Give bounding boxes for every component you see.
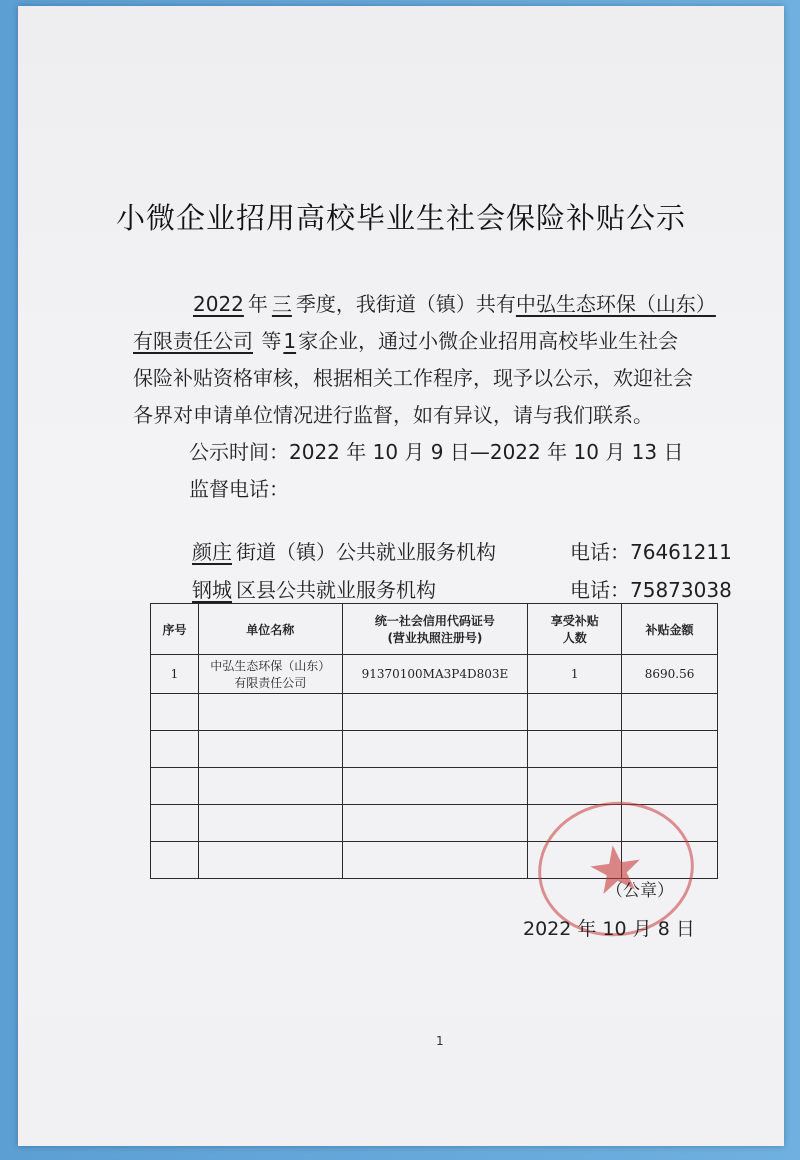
table-row [151,694,718,731]
notice-line-2 [133,323,733,360]
page-number: 1 [436,1034,444,1048]
quarter-suffix: 季度，我街道（镇）共有 [295,292,516,316]
hotline-label: 监督电话： [189,477,289,501]
contact-org: 区县公共就业服务机构 [236,578,436,602]
quarter-value: 三 [271,292,292,316]
company-count: 1 [283,329,297,353]
publicity-period: 公示时间：2022 年 10 月 9 日—2022 年 10 月 13 日 [189,440,684,464]
contact-row [188,536,732,565]
cell-people: 1 [528,655,622,694]
header-people-line2: 人数 [562,631,587,645]
header-amount: 补贴金额 [622,604,718,655]
contact-row [188,574,732,603]
contact-phone: 电话：76461211 [570,540,732,564]
contact-name: 颜庄 [192,540,232,564]
cell-company-line1: 中弘生态环保（山东） [210,659,331,673]
company-name-part1: 中弘生态环保（山东） [515,292,716,316]
cell-credit-code: 91370100MA3P4D803E [342,655,528,694]
notice-line-4: 各界对申请单位情况进行监督，如有异议，请与我们联系。 [133,403,653,427]
cell-company-line2: 有限责任公司 [234,676,307,690]
header-credit-code [342,604,528,655]
header-people [528,604,622,655]
count-prefix: 等 [261,329,282,353]
notice-line-3: 保险补贴资格审核，根据相关工作程序，现予以公示，欢迎社会 [133,366,693,390]
contact-org: 街道（镇）公共就业服务机构 [236,540,496,564]
header-credit-code-line1: 统一社会信用代码证号 [374,614,495,628]
contact-phone: 电话：75873038 [570,578,732,602]
notice-line-2-rest: 家企业，通过小微企业招用高校毕业生社会 [298,329,679,353]
contact-name: 钢城 [192,578,232,602]
table-row [151,655,718,694]
year-suffix: 年 [247,292,268,316]
cell-company [198,655,342,694]
header-company: 单位名称 [198,604,342,655]
document-page [18,6,784,1146]
cell-amount: 8690.56 [622,655,718,694]
notice-paragraph [133,286,733,508]
table-row [151,731,718,768]
sign-date: 2022 年 10 月 8 日 [523,918,695,940]
table-header-row [151,604,718,655]
header-people-line1: 享受补贴 [550,614,599,628]
seal-note: （公章） [606,881,674,901]
notice-line-1 [133,286,733,323]
table-row [151,768,718,805]
page-title: 小微企业招用高校毕业生社会保险补贴公示 [115,201,686,235]
year-value: 2022 [193,292,244,316]
header-index: 序号 [151,604,199,655]
header-credit-code-line2: (营业执照注册号) [387,631,483,645]
company-name-part2: 有限责任公司 [133,329,253,353]
cell-index: 1 [151,655,199,694]
